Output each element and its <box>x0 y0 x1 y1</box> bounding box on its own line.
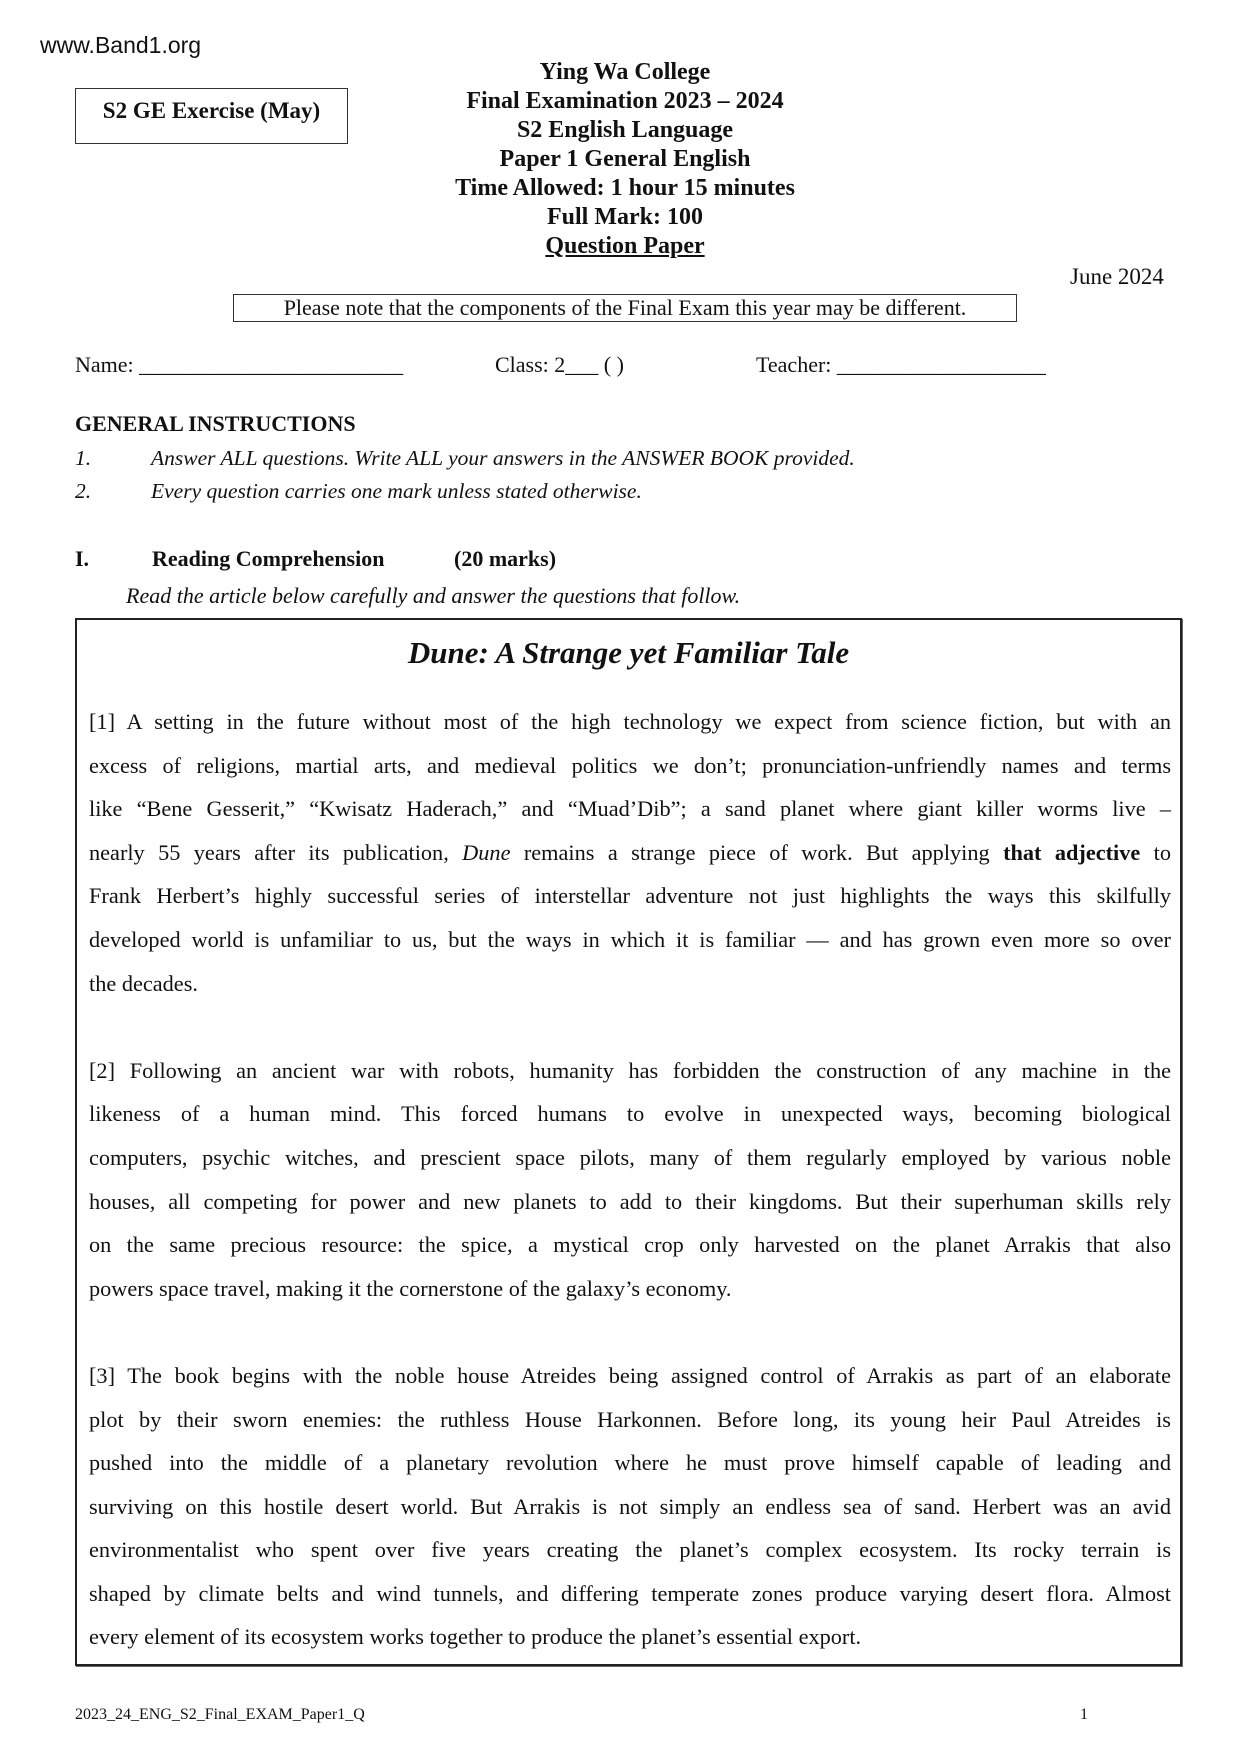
text-segment: likeness of a human mind. This forced humans to evolve in unexpected ways, becoming biological <box>89 1101 1171 1127</box>
text-segment: [3] The book begins with the noble house Atreides being assigned control of Arrakis as part of an elaborate <box>89 1362 1171 1388</box>
paragraph-line <box>89 918 1171 962</box>
full-mark: Full Mark: 100 <box>547 204 703 230</box>
text-segment: pushed into the middle of a planetary revolution where he must prove himself capable of leading and <box>89 1450 1171 1476</box>
exam-name: Final Examination 2023 – 2024 <box>466 88 784 114</box>
paragraph-line <box>89 1485 1171 1529</box>
page-number: 1 <box>1080 1706 1088 1723</box>
paragraph-line <box>89 1049 1171 1093</box>
text-segment: shaped by climate belts and wind tunnels, and differing temperate zones produce varying desert flora. Almost <box>89 1580 1171 1606</box>
paragraph-line <box>89 1223 1171 1267</box>
notice-box: Please note that the components of the Final Exam this year may be different. <box>233 294 1017 322</box>
section-title: Reading Comprehension <box>152 546 385 571</box>
school-name: Ying Wa College <box>539 59 711 85</box>
text-segment: surviving on this hostile desert world. But Arrakis is not simply an endless sea of sand. Herbert was an avid <box>89 1493 1171 1519</box>
article-box <box>75 618 1182 1666</box>
text-segment: the decades. <box>89 970 198 996</box>
text-segment: like “Bene Gesserit,” “Kwisatz Haderach,” and “Muad’Dib”; a sand planet where giant killer worms live – <box>89 796 1171 822</box>
paragraph-line <box>89 962 1171 1006</box>
italic-text: Dune <box>462 839 511 865</box>
paragraph-line <box>89 787 1171 831</box>
text-segment: plot by their sworn enemies: the ruthless House Harkonnen. Before long, its young heir Paul Atreides is <box>89 1406 1171 1432</box>
text-segment: to <box>1140 839 1172 865</box>
article-body <box>89 700 1171 1703</box>
section-note: Read the article below carefully and answer the questions that follow. <box>126 583 741 608</box>
text-segment: developed world is unfamiliar to us, but the ways in which it is familiar — and has grown even more so over <box>89 926 1171 952</box>
exercise-label-box: S2 GE Exercise (May) <box>75 88 348 144</box>
paragraph-line <box>89 874 1171 918</box>
exam-header <box>320 58 930 261</box>
section-number: I. <box>75 546 90 571</box>
article-paragraph <box>89 1354 1171 1659</box>
instruction-number: 2. <box>75 479 92 503</box>
text-segment: [1] A setting in the future without most of the high technology we expect from science fiction, but with an <box>89 709 1171 734</box>
class-field: Class: 2___ ( ) <box>495 352 624 377</box>
article-paragraph <box>89 700 1171 1005</box>
text-segment: computers, psychic witches, and prescient space pilots, many of them regularly employed by various noble <box>89 1144 1171 1170</box>
text-segment: on the same precious resource: the spice, a mystical crop only harvested on the planet Arrakis that also <box>89 1232 1171 1258</box>
text-segment: excess of religions, martial arts, and medieval politics we don’t; pronunciation-unfriendly names and terms <box>89 752 1171 778</box>
paragraph-line <box>89 1572 1171 1616</box>
paragraph-line <box>89 1354 1171 1398</box>
paragraph-line <box>89 1180 1171 1224</box>
instruction-item <box>75 479 642 504</box>
paragraph-line <box>89 1441 1171 1485</box>
paragraph-line <box>89 831 1171 875</box>
text-segment: houses, all competing for power and new planets to add to their kingdoms. But their superhuman skills rely <box>89 1188 1171 1214</box>
watermark-text: www.Band1.org <box>40 32 202 58</box>
text-segment: [2] Following an ancient war with robots, humanity has forbidden the construction of any machine in the <box>89 1057 1171 1083</box>
paper-name: Paper 1 General English <box>499 146 751 172</box>
exam-date: June 2024 <box>1070 264 1164 289</box>
section-marks: (20 marks) <box>454 546 557 571</box>
text-segment: nearly 55 years after its publication, <box>89 839 463 865</box>
instruction-text: Answer ALL questions. Write ALL your answers in the ANSWER BOOK provided. <box>151 446 855 470</box>
article-title: Dune: A Strange yet Familiar Tale <box>407 635 850 670</box>
text-segment: powers space travel, making it the cornerstone of the galaxy’s economy. <box>89 1275 732 1301</box>
subject: S2 English Language <box>516 117 734 143</box>
instruction-number: 1. <box>75 446 92 470</box>
paragraph-line <box>89 1528 1171 1572</box>
bold-text: that adjective <box>1003 839 1141 865</box>
paragraph-line <box>89 1136 1171 1180</box>
doc-type: Question Paper <box>545 233 705 259</box>
text-segment: Frank Herbert’s highly successful series of interstellar adventure not just highlights the ways this skilfully <box>89 883 1171 909</box>
footer-filename: 2023_24_ENG_S2_Final_EXAM_Paper1_Q <box>75 1706 365 1723</box>
instruction-text: Every question carries one mark unless stated otherwise. <box>151 479 642 503</box>
teacher-field: Teacher: ___________________ <box>756 352 1046 377</box>
paragraph-line <box>89 1398 1171 1442</box>
text-segment: environmentalist who spent over five years creating the planet’s complex ecosystem. Its rocky terrain is <box>89 1537 1171 1563</box>
time-allowed: Time Allowed: 1 hour 15 minutes <box>455 175 795 201</box>
instructions-heading: GENERAL INSTRUCTIONS <box>75 411 356 436</box>
text-segment: every element of its ecosystem works together to produce the planet’s essential export. <box>89 1624 862 1650</box>
paragraph-line <box>89 744 1171 788</box>
text-segment: remains a strange piece of work. But applying <box>510 839 1004 865</box>
name-field: Name: ________________________ <box>75 352 404 377</box>
instruction-item <box>75 446 855 471</box>
paragraph-line <box>89 1267 1171 1311</box>
paragraph-line <box>89 1615 1171 1659</box>
paragraph-line <box>89 1092 1171 1136</box>
paragraph-line <box>89 700 1171 744</box>
article-paragraph <box>89 1049 1171 1311</box>
